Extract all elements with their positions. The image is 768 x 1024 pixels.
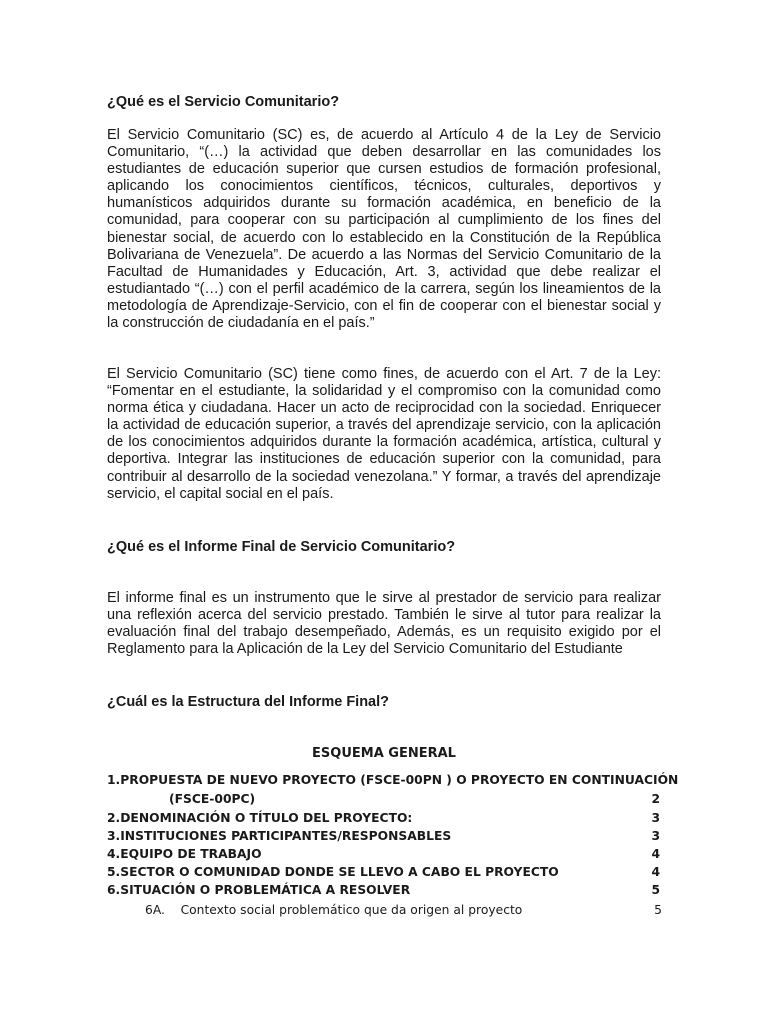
toc-item-label: 4.EQUIPO DE TRABAJO [107, 847, 262, 861]
toc-item-2 [107, 809, 660, 827]
toc-item-label: (FSCE-00PC) [169, 792, 256, 806]
toc-item-4 [107, 845, 660, 863]
toc-item-page: 4 [651, 847, 660, 861]
paragraph-informe-final: El informe final es un instrumento que le sirve al prestador de servicio para realizar una reflexión acerca del servicio prestado. También le sirve al tutor para realizar la evaluación final del trabajo desempeñado, Además, es un requisito exigido por el Reglamento para la Aplicación de la Ley del Servicio Comunitario del Estudiante [107, 590, 661, 658]
toc-item-1-continued [107, 790, 660, 809]
heading-informe-final: ¿Qué es el Informe Final de Servicio Comunitario? [107, 539, 456, 555]
toc-item-label: 2.DENOMINACIÓN O TÍTULO DEL PROYECTO: [107, 811, 413, 825]
toc-item-1 [107, 771, 679, 790]
toc-item-label: 3.INSTITUCIONES PARTICIPANTES/RESPONSABLES [107, 829, 452, 843]
toc-item-page: 5 [651, 883, 660, 897]
toc-item-label: 6.SITUACIÓN O PROBLEMÁTICA A RESOLVER [107, 883, 411, 897]
toc-item-label: 1.PROPUESTA DE NUEVO PROYECTO (FSCE-00PN ) O PROYECTO EN CONTINUACIÓN [107, 773, 679, 787]
toc-item-5 [107, 863, 660, 881]
toc-item-3 [107, 827, 660, 845]
toc-item-6a [107, 901, 660, 920]
toc-item-page: 3 [651, 811, 660, 825]
toc-item-label: 5.SECTOR O COMUNIDAD DONDE SE LLEVO A CABO EL PROYECTO [107, 865, 559, 879]
esquema-general-list [107, 771, 679, 920]
toc-item-page: 3 [651, 829, 660, 843]
heading-que-es-servicio-comunitario: ¿Qué es el Servicio Comunitario? [107, 94, 340, 110]
paragraph-fines-servicio-comunitario: El Servicio Comunitario (SC) tiene como fines, de acuerdo con el Art. 7 de la Ley: “Fomentar en el estudiante, la solidaridad y el compromiso con la comunidad como norma ética y ciudadana. Hacer un acto de reciprocidad con la sociedad. Enriquecer la actividad de educación superior, a través del aprendizaje servicio, con la aplicación de los conocimientos adquiridos durante la formación académica, artística, cultural y deportiva. Integrar las instituciones de educación superior con la comunidad, para contribuir al desarrollo de la sociedad venezolana.” Y formar, a través del aprendizaje servicio, el capital social en el país. [107, 366, 661, 502]
toc-item-label: 6A. Contexto social problemático que da origen al proyecto [145, 903, 523, 917]
paragraph-definicion-servicio-comunitario: El Servicio Comunitario (SC) es, de acuerdo al Artículo 4 de la Ley de Servicio Comunitario, “(…) la actividad que deben desarrollar en las comunidades los estudiantes de educación superior que cursen estudios de formación profesional, aplicando los conocimientos científicos, técnicos, culturales, deportivos y humanísticos adquiridos durante su formación académica, en beneficio de la comunidad, para cooperar con su participación al cumplimiento de los fines del bienestar social, de acuerdo con lo establecido en la Constitución de la República Bolivariana de Venezuela”. De acuerdo a las Normas del Servicio Comunitario de la Facultad de Humanidades y Educación, Art. 3, actividad que debe realizar el estudiantado “(…) con el perfil académico de la carrera, según los lineamientos de la metodología de Aprendizaje-Servicio, con el fin de cooperar con el bienestar social y la construcción de ciudadanía en el país.” [107, 127, 661, 332]
toc-item-6 [107, 881, 660, 899]
toc-item-page: 2 [651, 792, 660, 806]
heading-estructura-informe-final: ¿Cuál es la Estructura del Informe Final? [107, 694, 390, 710]
toc-item-page: 5 [654, 903, 662, 917]
esquema-general-title: ESQUEMA GENERAL [312, 746, 456, 761]
toc-item-page: 4 [651, 865, 660, 879]
